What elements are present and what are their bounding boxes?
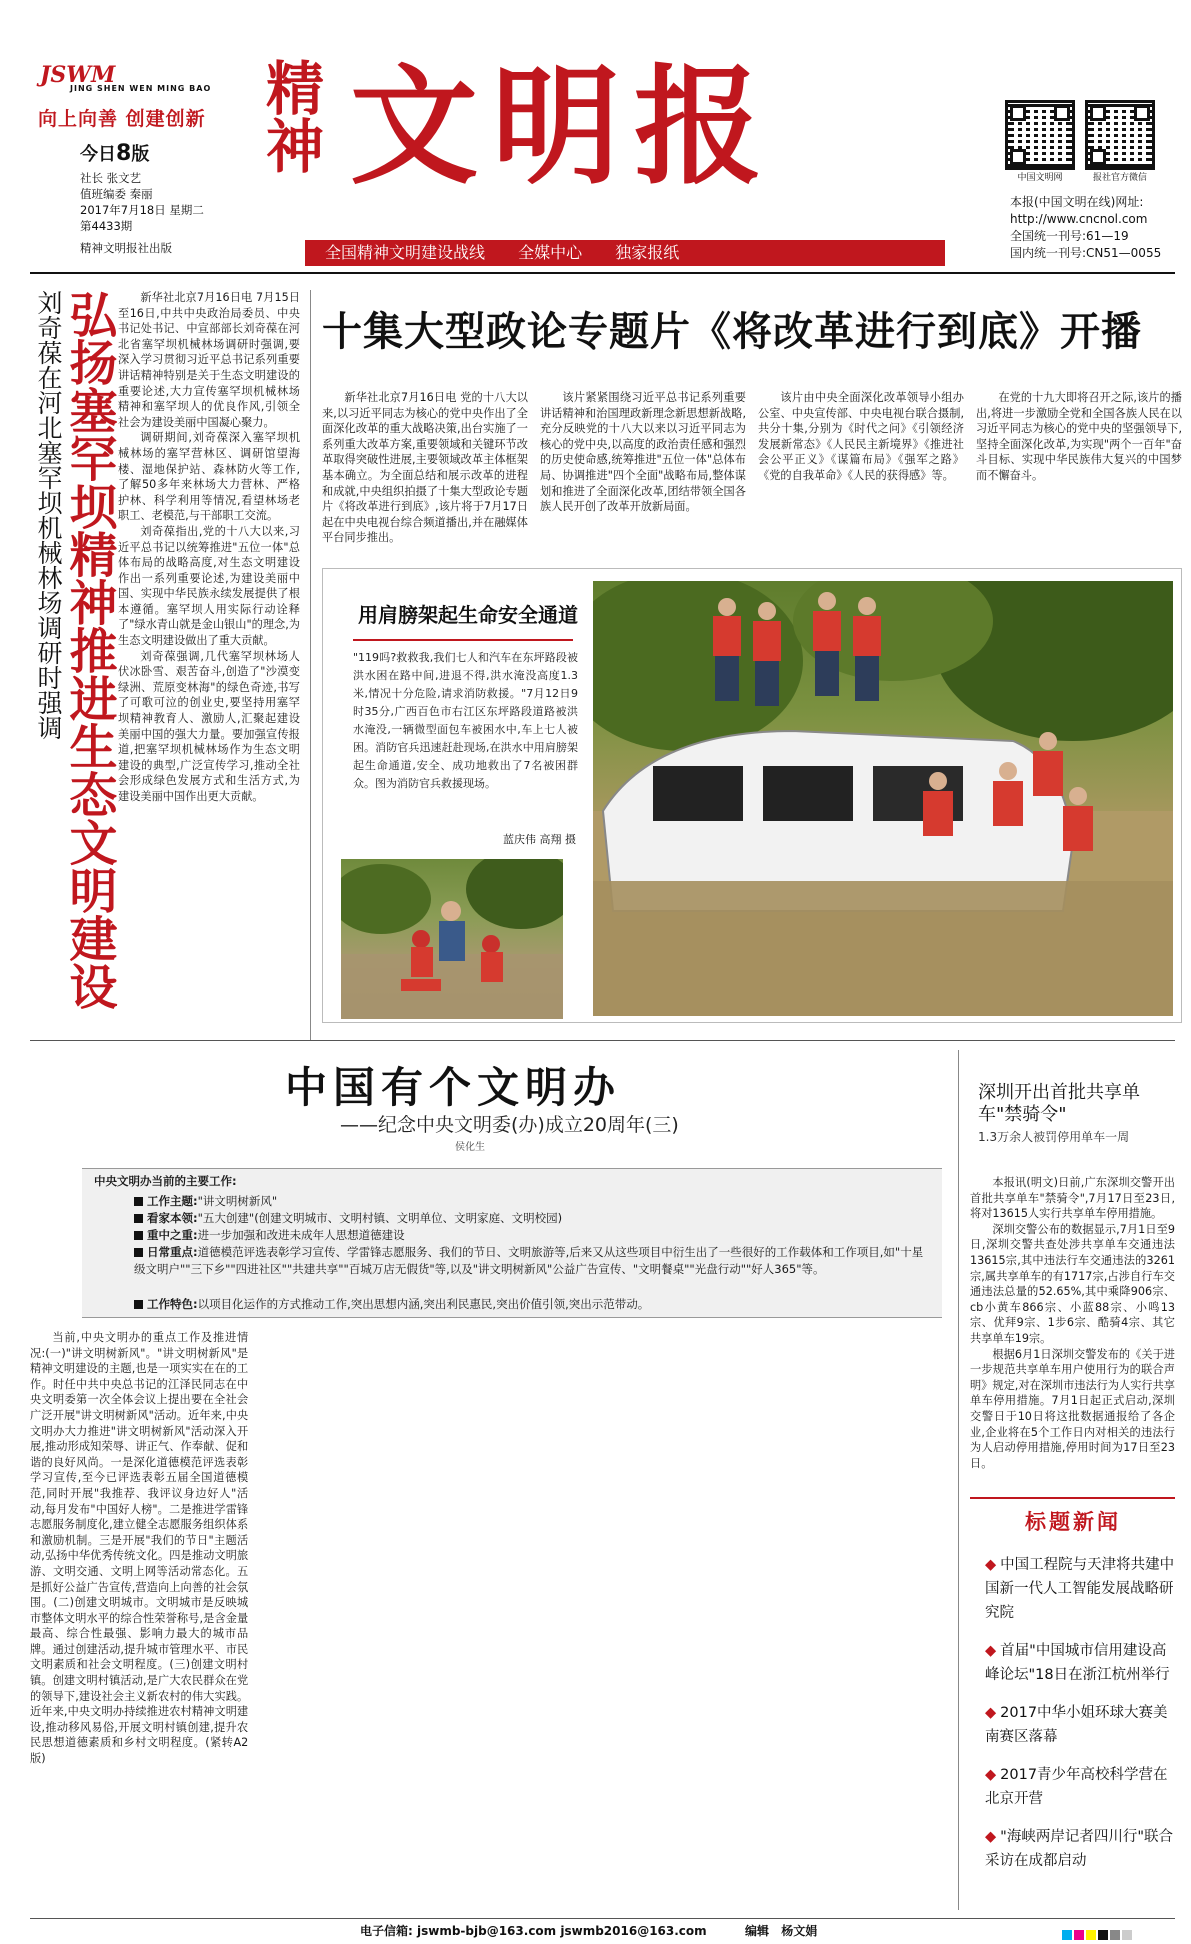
photo-story bbox=[322, 568, 1182, 1023]
news-divider bbox=[970, 1497, 1175, 1499]
box-item-text: 道德模范评选表彰学习宣传、学雷锋志愿服务、我们的节日、文明旅游等,后来又从这些项目中衍生出了一些很好的工作载体和工作项目,如"十星级文明户""三下乡""四进社区""共建共享""百城万店无假货"等,以及"讲文明树新风"公益广告宣传、"文明餐桌""光盘行动""好人365"等。 bbox=[134, 1245, 924, 1276]
section-divider bbox=[30, 1040, 1175, 1041]
column-divider bbox=[310, 290, 311, 1040]
photo-story-caption: "119吗?救救我,我们七人和汽车在东坪路段被洪水困在路中间,进退不得,洪水淹没高度1.3米,情况十分危险,请求消防救援。"7月12日9时35分,广西百色市右江区东坪路段道路被洪水淹没,一辆微型面包车被困水中,车上七人被困。消防官兵迅速赶赴现场,在洪水中用肩膀架起生命通道,安全、成功地救出了7名被困群众。图为消防官兵救援现场。 bbox=[353, 651, 578, 790]
lead-headline: 弘扬塞罕坝精神推进生态文明建设 bbox=[61, 290, 117, 1010]
qr-code-left[interactable] bbox=[1005, 100, 1080, 183]
top-story-column bbox=[322, 390, 528, 555]
nav-item-media[interactable]: 全媒中心 bbox=[518, 243, 583, 262]
publisher: 精神文明报社出版 bbox=[80, 241, 172, 255]
bullet-square-icon bbox=[134, 1197, 143, 1206]
diamond-icon: ◆ bbox=[985, 1557, 997, 1573]
masthead-meta bbox=[80, 170, 204, 256]
editor-name: 杨文娟 bbox=[781, 1924, 818, 1938]
box-item bbox=[134, 1244, 924, 1296]
diamond-icon: ◆ bbox=[985, 1767, 997, 1783]
today-pages bbox=[80, 140, 149, 166]
feature-headline: 中国有个文明办 bbox=[285, 1063, 622, 1112]
news-item-text: 中国工程院与天津将共建中国新一代人工智能发展战略研究院 bbox=[985, 1557, 1175, 1621]
lead-paragraph: 刘奇葆强调,几代塞罕坝林场人伏冰卧雪、艰苦奋斗,创造了"沙漠变绿洲、荒原变林海"的绿色奇迹,书写了可歌可泣的创业史,要坚持用塞罕坝精神教育人、激励人,汇聚起建设美丽中国的强大力量。要加强宣传报道,把塞罕坝机械林场作为生态文明建设的典型,广泛宣传学习,推动全社会形成绿色发展方式和生活方式,为建设美丽中国作出更大贡献。 bbox=[118, 649, 300, 803]
footer-editor bbox=[745, 1922, 817, 1939]
today-suffix: 版 bbox=[131, 144, 150, 165]
box-item-label: 看家本领: bbox=[147, 1211, 198, 1225]
feature-body bbox=[30, 1330, 945, 1910]
sidebar-paragraph: 深圳交警公布的数据显示,7月1日至9日,深圳交警共查处涉共享单车交通违法13615宗,其中违法行车交通违法的3261宗,属共享单车的有1717宗,占涉自行车交通违法总量的52.65%,其中乘降906宗、cb小黄车866宗、小蓝88宗、小鸣13宗、优拜9宗、1步6宗、酷骑4宗、其它共享单车19宗。 bbox=[970, 1222, 1175, 1345]
top-story-paragraph: 该片由中央全面深化改革领导小组办公室、中央宣传部、中央电视台联合摄制,共分十集,分别为《时代之问》《引领经济发展新常态》《人民民主新境界》《推进社会公平正义》《谋篇布局》《强军之路》《党的自我革命》《人民的获得感》等。 bbox=[758, 391, 964, 482]
sidebar-body bbox=[970, 1175, 1175, 1480]
rescue-photo-large bbox=[593, 581, 1173, 1016]
title-underline bbox=[353, 639, 573, 641]
news-item[interactable] bbox=[985, 1825, 1175, 1873]
lead-story-body bbox=[118, 290, 300, 1035]
news-item-text: 2017青少年高校科学营在北京开营 bbox=[985, 1767, 1168, 1807]
today-prefix: 今日 bbox=[80, 144, 116, 165]
issue-date: 2017年7月18日 星期二 bbox=[80, 203, 204, 217]
news-item-text: 首届"中国城市信用建设高峰论坛"18日在浙江杭州举行 bbox=[985, 1643, 1170, 1683]
today-count: 8 bbox=[116, 141, 132, 166]
news-item-text: "海峡两岸记者四川行"联合采访在成都启动 bbox=[985, 1829, 1173, 1869]
jing-shen-text: 精神 bbox=[256, 58, 324, 174]
photo-story-title: 用肩膀架起生命安全通道 bbox=[358, 603, 578, 627]
top-story-paragraph: 该片紧紧围绕习近平总书记系列重要讲话精神和治国理政新理念新思想新战略,充分反映党的十八大以来以习近平同志为核心的党中央,以高度的政治责任感和强烈的历史使命感,统筹推进"五位一体"总体布局、协调推进"四个全面"战略布局,整体谋划和推进了全面深化改革,团结带领全国各族人民开创了改革开放新局面。 bbox=[540, 391, 746, 514]
qr-label-left: 中国文明网 bbox=[1017, 173, 1063, 183]
box-title: 中央文明办当前的主要工作: bbox=[94, 1174, 237, 1188]
footer-divider bbox=[30, 1918, 1175, 1919]
box-item bbox=[134, 1193, 277, 1210]
editor-label: 编辑 bbox=[745, 1924, 770, 1938]
photo-credit: 蓝庆伟 高翔 摄 bbox=[503, 833, 576, 846]
box-item bbox=[134, 1296, 649, 1313]
logo-mark-text: JSWM bbox=[40, 62, 116, 88]
top-story-paragraph: 新华社北京7月16日电 党的十八大以来,以习近平同志为核心的党中央作出了全面深化改革的重大战略决策,出台实施了一系列重大改革方案,重要领域和关键环节改革取得突破性进展,主要领域改革主体框架基本确立。为全面总结和展示改革的进程和成就,中央组织拍摄了十集大型政论专题片《将改革进行到底》,该片将于7月17日起在中央电视台综合频道播出,并在融媒体平台同步推出。 bbox=[322, 391, 528, 545]
news-list bbox=[985, 1553, 1175, 1873]
masthead-jing-shen bbox=[255, 58, 325, 174]
masthead-divider bbox=[30, 272, 1175, 274]
sidebar-paragraph: 本报讯(明文)日前,广东深圳交警开出首批共享单车"禁骑令",7月17日至23日,将对13615人实行共享单车停用措施。 bbox=[970, 1176, 1175, 1221]
box-item-label: 工作主题: bbox=[147, 1194, 198, 1208]
duty-editor: 值班编委 秦丽 bbox=[80, 187, 153, 201]
news-item[interactable] bbox=[985, 1701, 1175, 1749]
top-story-column bbox=[540, 390, 746, 555]
news-item[interactable] bbox=[985, 1639, 1175, 1687]
news-item[interactable] bbox=[985, 1763, 1175, 1811]
nav-item-exclusive[interactable]: 独家报纸 bbox=[615, 243, 680, 262]
qr-code-right[interactable] bbox=[1085, 100, 1160, 183]
site-label: 本报(中国文明在线)网址: bbox=[1010, 195, 1144, 209]
masthead-title: 文明报 bbox=[350, 52, 777, 202]
lead-subheadline: 刘奇葆在河北塞罕坝机械林场调研时强调 bbox=[34, 290, 63, 740]
box-item-text: 以项目化运作的方式推动工作,突出思想内涵,突出利民惠民,突出价值引领,突出示范带动。 bbox=[197, 1297, 650, 1311]
masthead-slogan: 向上向善 创建创新 bbox=[38, 108, 206, 130]
column-divider bbox=[958, 1050, 959, 1910]
lead-paragraph: 调研期间,刘奇葆深入塞罕坝机械林场的塞罕营林区、调研馆望海楼、湿地保护站、森林防火等工作,了解50多年来林场大力营林、严格护林、科学利用等情况,看望林场老职工、老模范,与干部职工交流。 bbox=[118, 431, 300, 523]
box-item-label: 重中之重: bbox=[147, 1228, 198, 1242]
bullet-square-icon bbox=[134, 1214, 143, 1223]
box-item-label: 工作特色: bbox=[147, 1297, 198, 1311]
sidebar-paragraph: 根据6月1日深圳交警发布的《关于进一步规范共享单车用户使用行为的联合声明》规定,对在深圳市违法行为人实行共享单车停用措施。7月1日起正式启动,深圳交警日于10日将这批数据通报给了各企业,企业将在5个工作日内对相关的违法行为人启动停用措施,停用时间为17日至23日。 bbox=[970, 1347, 1175, 1470]
box-item bbox=[134, 1227, 405, 1244]
sidebar-subheadline: 1.3万余人被罚停用单车一周 bbox=[978, 1130, 1130, 1144]
box-item-text: 进一步加强和改进未成年人思想道德建设 bbox=[197, 1228, 405, 1242]
top-story-column bbox=[976, 390, 1182, 555]
email-addresses[interactable]: jswmb-bjb@163.com jswmb2016@163.com bbox=[417, 1924, 707, 1938]
masthead-info bbox=[1010, 194, 1161, 262]
box-item-text: "讲文明树新风" bbox=[197, 1194, 278, 1208]
diamond-icon: ◆ bbox=[985, 1643, 997, 1659]
unified-code: 全国统一刊号:61—19 bbox=[1010, 229, 1129, 243]
diamond-icon: ◆ bbox=[985, 1705, 997, 1721]
cn-number: 国内统一刊号:CN51—0055 bbox=[1010, 246, 1162, 260]
president: 社长 张文艺 bbox=[80, 171, 142, 185]
sidebar-headline: 深圳开出首批共享单车"禁骑令" bbox=[978, 1082, 1140, 1125]
lead-paragraph: 新华社北京7月16日电 7月15日至16日,中共中央政治局委员、中央书记处书记、中宣部部长刘奇葆在河北省塞罕坝机械林场调研时强调,要深入学习贯彻习近平总书记系列重要讲话精神特别是关于生态文明建设的重要论述,大力宣传塞罕坝机械林场精神和塞罕坝人的优良作风,引领全社会为建设美丽中国凝心聚力。 bbox=[118, 291, 300, 429]
top-story-headline: 十集大型政论专题片《将改革进行到底》开播 bbox=[322, 309, 1142, 355]
feature-subheadline: ——纪念中央文明委(办)成立20周年(三) bbox=[340, 1114, 679, 1136]
masthead bbox=[0, 0, 1191, 265]
issue-number: 第4433期 bbox=[80, 219, 133, 233]
masthead-pinyin: JING SHEN WEN MING BAO bbox=[70, 84, 212, 93]
nav-item-front[interactable]: 全国精神文明建设战线 bbox=[325, 243, 486, 262]
rescue-photo-small bbox=[341, 859, 563, 1019]
lead-paragraph: 刘奇葆指出,党的十八大以来,习近平总书记以统筹推进"五位一体"总体布局的战略高度,对生态文明建设作出一系列重要论述,为建设美丽中国、实现中华民族永续发展提供了根本遵循。塞罕坝人用实际行动诠释了"绿水青山就是金山银山"的理念,为生态文明建设做出了重大贡献。 bbox=[118, 524, 300, 648]
feature-highlight-box bbox=[82, 1168, 942, 1318]
feature-author: 侯化生 bbox=[455, 1142, 485, 1153]
box-item-text: "五大创建"(创建文明城市、文明村镇、文明单位、文明家庭、文明校园) bbox=[197, 1211, 563, 1225]
print-color-bar bbox=[1060, 1925, 1132, 1944]
news-item[interactable] bbox=[985, 1553, 1175, 1625]
bullet-square-icon bbox=[134, 1300, 143, 1309]
footer-emails bbox=[360, 1922, 707, 1939]
qr-label-right: 报社官方微信 bbox=[1092, 173, 1147, 183]
diamond-icon: ◆ bbox=[985, 1829, 997, 1845]
news-item-text: 2017中华小姐环球大赛美南赛区落幕 bbox=[985, 1705, 1168, 1745]
news-section-title: 标题新闻 bbox=[1025, 1510, 1121, 1534]
bullet-square-icon bbox=[134, 1248, 143, 1257]
email-label: 电子信箱: bbox=[360, 1924, 413, 1938]
box-item bbox=[134, 1210, 562, 1227]
bullet-square-icon bbox=[134, 1231, 143, 1240]
feature-paragraph: 当前,中央文明办的重点工作及推进情况:(一)"讲文明树新风"。"讲文明树新风"是精神文明建设的主题,也是一项实实在在的工作。时任中共中央总书记的江泽民同志在中央文明委第一次全体会议上提出要在全社会广泛开展"讲文明树新风"活动。近年来,中央文明办大力推进"讲文明树新风"活动深入开展,推动形成知荣辱、讲正气、作奉献、促和谐的良好风尚。一是深化道德模范评选表彰学习宣传,至今已评选表彰五届全国道德模范,同时开展"我推荐、我评议身边好人"活动,每月发布"中国好人榜"。二是推进学雷锋志愿服务制度化,建立健全志愿服务组织体系和激励机制。三是开展"我们的节日"主题活动,弘扬中华优秀传统文化。四是推动文明旅游、文明交通、文明上网等活动常态化。五是抓好公益广告宣传,营造向上向善的社会氛围。(二)创建文明城市。文明城市是反映城市整体文明水平的综合性荣誉称号,是含金量最高、综合性最强、影响力最大的城市品牌。通过创建活动,提升城市管理水平、市民文明素质和社会文明程度。(三)创建文明村镇。创建文明村镇活动,是广大农民群众在党的领导下,建设社会主义新农村的伟大实践。近年来,中央文明办持续推进农村精神文明建设,推动移风易俗,开展文明村镇创建,提升农民思想道德素质和乡村文明程度。(紧转A2版) bbox=[30, 1331, 249, 1766]
top-story-body bbox=[322, 390, 1182, 555]
top-story-column bbox=[758, 390, 964, 555]
site-url[interactable]: http://www.cncnol.com bbox=[1010, 212, 1148, 226]
masthead-nav-bar bbox=[305, 240, 945, 266]
box-item-label: 日常重点: bbox=[147, 1245, 198, 1259]
top-story-paragraph: 在党的十九大即将召开之际,该片的播出,将进一步激励全党和全国各族人民在以习近平同志为核心的党中央的坚强领导下,坚持全面深化改革,为实现"两个一百年"奋斗目标、实现中华民族伟大复兴的中国梦而不懈奋斗。 bbox=[976, 391, 1182, 482]
